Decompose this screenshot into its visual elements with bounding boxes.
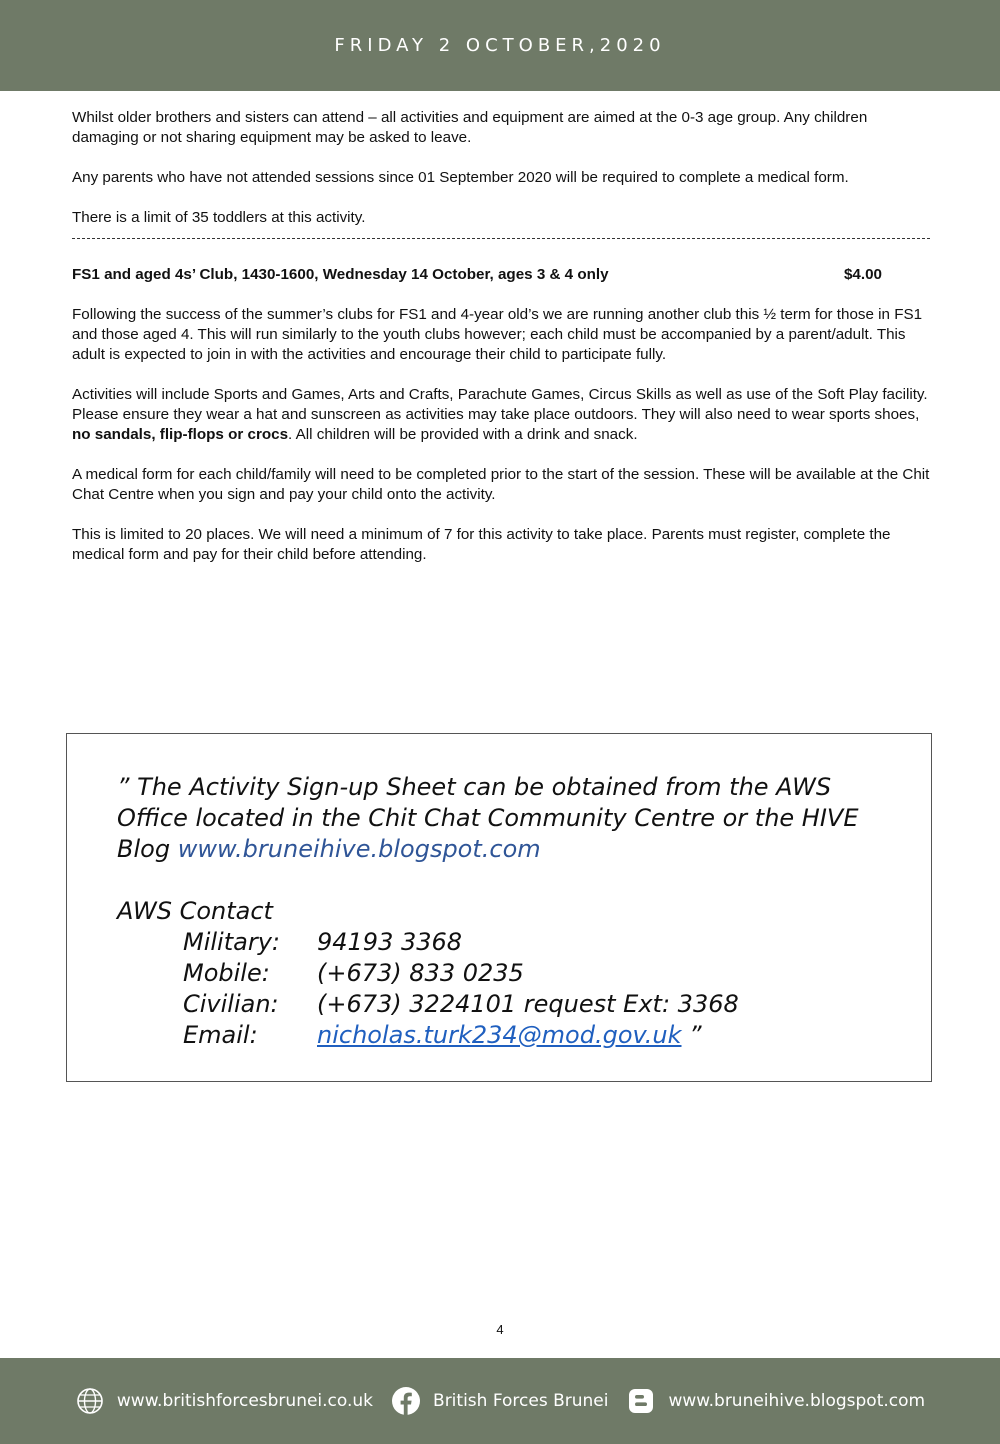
paragraph-toddler-limit: There is a limit of 35 toddlers at this activity.: [72, 209, 366, 226]
civilian-label: Civilian:: [183, 990, 279, 1018]
contact-row-military: [117, 927, 907, 958]
blogger-icon: [626, 1386, 656, 1416]
mobile-label: Mobile:: [183, 959, 270, 987]
newsletter-content: [72, 108, 930, 585]
paragraph-medical-form-child: A medical form for each child/family will need to be completed prior to the start of the session. These will be available at the Chit Chat Centre when you sign and pay your child onto the activity.: [72, 466, 930, 503]
page-number: 4: [496, 1322, 504, 1337]
contact-row-mobile: [117, 958, 907, 989]
paragraph-age-group: Whilst older brothers and sisters can attend – all activities and equipment are aimed at the 0-3 age group. Any children damaging or not sharing equipment may be asked to leave.: [72, 109, 868, 146]
section-heading: [72, 265, 930, 285]
email-link[interactable]: nicholas.turk234@mod.gov.uk: [317, 1021, 682, 1049]
contact-row-civilian: [117, 989, 907, 1020]
paragraph-medical-form: Any parents who have not attended sessions since 01 September 2020 will be required to complete a medical form.: [72, 169, 849, 186]
header-date: FRIDAY 2 OCTOBER,2020: [334, 35, 666, 56]
facebook-link[interactable]: British Forces Brunei: [433, 1391, 609, 1411]
footer-facebook[interactable]: [391, 1386, 608, 1416]
dashed-divider: [72, 238, 930, 239]
paragraph-places-limit: This is limited to 20 places. We will need a minimum of 7 for this activity to take place. Parents must register, complete the medical form and pay for their child before attending.: [72, 526, 891, 563]
paragraph-activities: [72, 385, 930, 445]
blog-link[interactable]: www.bruneihive.blogspot.com: [177, 835, 541, 863]
activities-text: Activities will include Sports and Games, Arts and Crafts, Parachute Games, Circus Skills as well as use of the Soft Play facility. Please ensure they wear a hat and sunscreen as activities may take place outdoors. They will also need to wear sports shoes,: [72, 386, 928, 423]
military-label: Military:: [183, 928, 280, 956]
contact-heading: AWS Contact: [117, 897, 273, 925]
aws-contact-box: [66, 733, 932, 1082]
section-title: FS1 and aged 4s’ Club, 1430-1600, Wednesday 14 October, ages 3 & 4 only: [72, 266, 609, 283]
blog-footer-link[interactable]: www.bruneihive.blogspot.com: [668, 1391, 926, 1411]
globe-icon: [75, 1386, 105, 1416]
footer-band: [0, 1358, 1000, 1444]
military-number: 94193 3368: [317, 928, 463, 956]
footer-blog[interactable]: [626, 1386, 925, 1416]
section-price: $4.00: [843, 266, 882, 283]
facebook-icon: [391, 1386, 421, 1416]
website-link[interactable]: www.britishforcesbrunei.co.uk: [116, 1391, 374, 1411]
paragraph-club-description: Following the success of the summer’s clubs for FS1 and 4-year old’s we are running another club this ½ term for those in FS1 and those aged 4. This will run similarly to the youth clubs however; each child must be accompanied by a parent/adult. This adult is expected to join in with the activities and encourage their child to participate fully.: [72, 306, 923, 363]
mobile-number: (+673) 833 0235: [317, 959, 524, 987]
civilian-number: (+673) 3224101 request Ext: 3368: [317, 990, 739, 1018]
signup-notice-text: ” The Activity Sign-up Sheet can be obtained from the AWS Office located in the Chit Chat Community Centre or the HIVE Blog: [117, 773, 859, 863]
contact-row-email: [117, 1020, 907, 1051]
activities-text-end: . All children will be provided with a drink and snack.: [288, 426, 638, 443]
email-label: Email:: [183, 1021, 258, 1049]
header-band: [0, 0, 1000, 91]
footer-website[interactable]: [75, 1386, 373, 1416]
email-value: [317, 1020, 702, 1051]
footwear-warning: no sandals, flip-flops or crocs: [72, 426, 289, 443]
signup-notice: [117, 772, 907, 865]
closing-quote: ”: [689, 1021, 702, 1049]
